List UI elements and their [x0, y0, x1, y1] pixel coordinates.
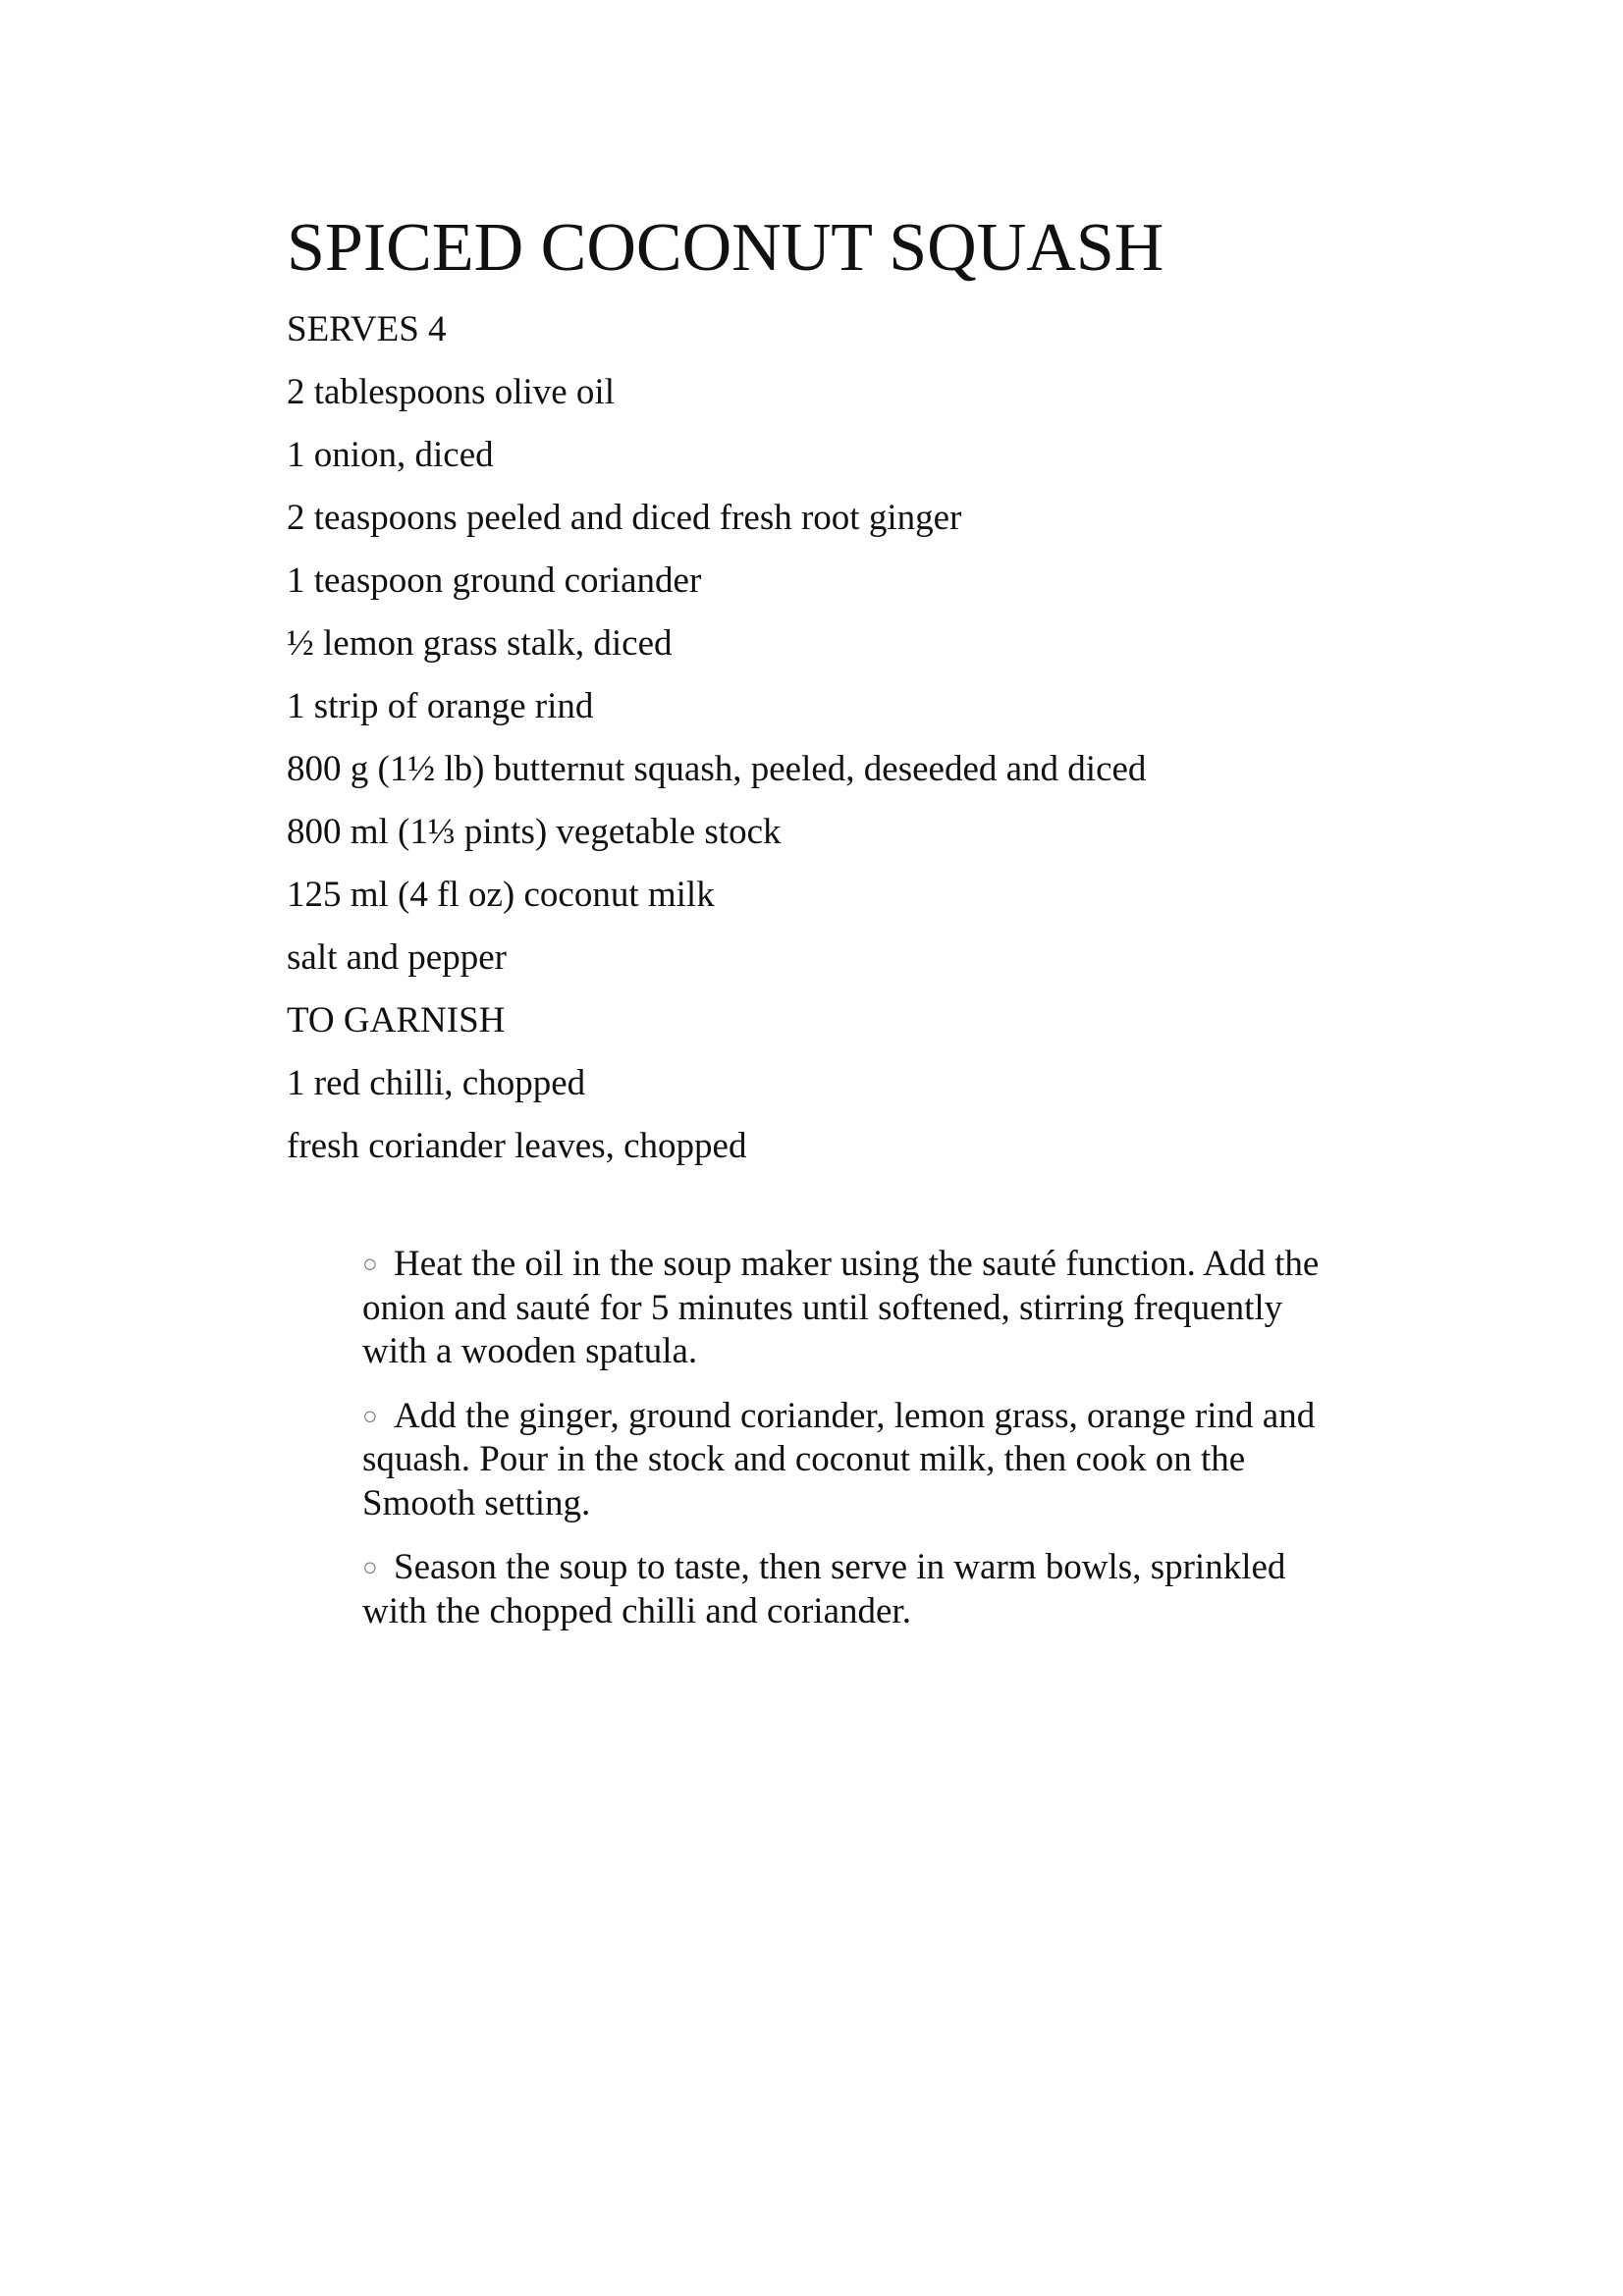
garnish-heading: TO GARNISH [287, 1000, 506, 1041]
circle-bullet-icon: ○ [362, 1553, 378, 1581]
ingredient-list [287, 361, 1367, 1178]
method-step [362, 1395, 1344, 1526]
method-step-text: Season the soup to taste, then serve in warm bowls, sprinkled with the chopped chilli and coriander. [362, 1547, 1286, 1631]
circle-bullet-icon: ○ [362, 1250, 378, 1278]
method-step-text: Heat the oil in the soup maker using the sauté function. Add the onion and sauté for 5 minutes until softened, stirring frequently with a wooden spatula. [362, 1244, 1320, 1371]
ingredient-item: 2 teaspoons peeled and diced fresh root ginger [287, 498, 962, 538]
ingredient-item: 1 teaspoon ground coriander [287, 561, 702, 601]
circle-bullet-icon: ○ [362, 1401, 378, 1430]
method-step [362, 1546, 1344, 1633]
serves-label: SERVES 4 [287, 309, 447, 349]
recipe-title: SPICED COCONUT SQUASH [287, 210, 1164, 286]
ingredient-item: salt and pepper [287, 937, 507, 978]
ingredient-item: 1 strip of orange rind [287, 686, 594, 726]
method-steps [362, 1243, 1344, 1654]
ingredient-item: 800 g (1½ lb) butternut squash, peeled, deseeded and diced [287, 749, 1147, 789]
method-step [362, 1243, 1344, 1374]
recipe-page [287, 204, 1367, 1631]
ingredient-item: 2 tablespoons olive oil [287, 372, 615, 412]
method-step-text: Add the ginger, ground coriander, lemon grass, orange rind and squash. Pour in the stock and coconut milk, then cook on the Smooth setting. [362, 1395, 1316, 1523]
ingredient-item: 800 ml (1⅓ pints) vegetable stock [287, 812, 782, 852]
ingredient-item: fresh coriander leaves, chopped [287, 1126, 747, 1166]
ingredient-item: 1 red chilli, chopped [287, 1063, 586, 1103]
ingredient-item: 1 onion, diced [287, 435, 494, 475]
ingredient-item: 125 ml (4 fl oz) coconut milk [287, 875, 715, 915]
ingredient-item: ½ lemon grass stalk, diced [287, 623, 673, 664]
